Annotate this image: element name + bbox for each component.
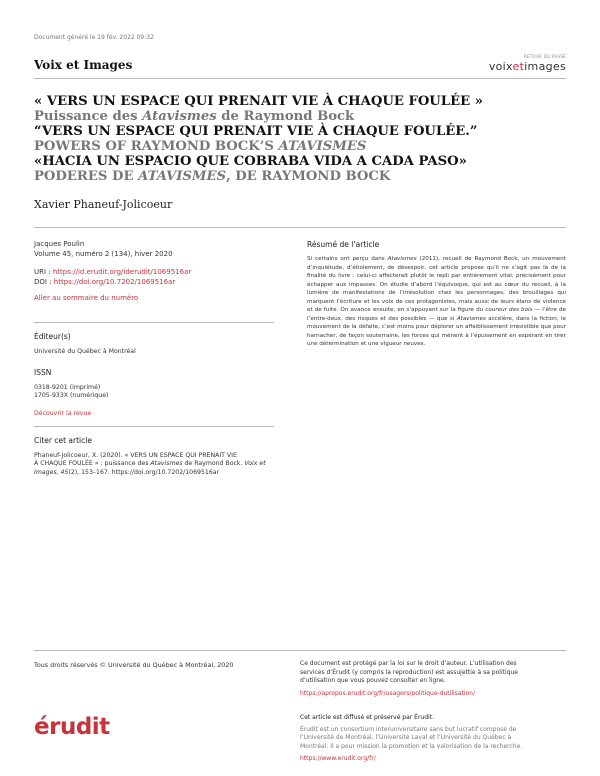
publisher-value: Université du Québec à Montréal bbox=[34, 347, 136, 355]
title-english: “VERS UN ESPACE QUI PRENAIT VIE À CHAQUE FOULÉE.” bbox=[34, 124, 478, 139]
cite-label: Citer cet article bbox=[34, 436, 92, 445]
rights-notice: Tous droits réservés © Université du Québec à Montréal, 2020 bbox=[34, 661, 234, 669]
issn-print: 0318-9201 (imprimé) bbox=[34, 383, 101, 391]
issn-label: ISSN bbox=[34, 368, 52, 378]
article-info bbox=[34, 240, 274, 304]
abstract-section bbox=[307, 240, 566, 349]
citation-text: Phaneuf-Jolicoeur, X. (2020). « VERS UN ESPACE QUI PRENAIT VIE À CHAQUE FOULÉE » : puissance des Atavismes de Raymond Bock. Voix et Images, 45(2), 153–167. https://doi.org/10.7202/1069516ar bbox=[34, 451, 266, 476]
usage-policy-link[interactable]: https://apropos.erudit.org/fr/usagers/politique-dutilisation/ bbox=[300, 689, 475, 697]
erudit-link[interactable]: https://www.erudit.org/fr/ bbox=[300, 755, 376, 762]
author-divider bbox=[34, 227, 566, 228]
discover-journal-link[interactable]: Découvrir la revue bbox=[34, 409, 92, 417]
title-french: « VERS UN ESPACE QUI PRENAIT VIE À CHAQUE FOULÉE » bbox=[34, 94, 484, 109]
issn-digital: 1705-933X (numérique) bbox=[34, 392, 109, 400]
journal-name: Voix et Images bbox=[34, 58, 133, 72]
title-block bbox=[34, 94, 574, 184]
copyright-notice: Ce document est protégé par la loi sur le droit d’auteur. L’utilisation des services d’Érudit (y compris la reproduction) est assujettie à sa politique d’utilisation que vous pouvez consulter en ligne. https://apropos.erudit.org/fr/usagers/politique-dutilisation/ bbox=[300, 660, 518, 697]
title-spanish: «HACIA UN ESPACIO QUE COBRABA VIDA A CADA PASO» bbox=[34, 154, 467, 169]
footer-divider bbox=[34, 650, 566, 651]
author-name: Xavier Phaneuf-Jolicoeur bbox=[34, 198, 173, 211]
journal-logo-tagline: RETOUR DU PASSÉ bbox=[523, 54, 566, 59]
left-divider-2 bbox=[34, 426, 274, 427]
journal-logo-voix: voix bbox=[488, 60, 513, 73]
erudit-logo[interactable]: érudit bbox=[34, 714, 110, 740]
header-divider bbox=[34, 78, 566, 79]
erudit-notice: Cet article est diffusé et préservé par Érudit. Érudit est un consortium interuniversitaire sans but lucratif composé de l’Université de Montréal, l’Université Laval et l’Université du Québec à Montréal. Il a pour mission la promotion et la valorisation de la recherche. https://www.erudit.org/fr/ bbox=[300, 714, 566, 764]
publisher-label: Éditeur(s) bbox=[34, 332, 71, 341]
doi-line: DOI : https://doi.org/10.7202/1069516ar bbox=[34, 277, 176, 286]
subtitle-french: Puissance des Atavismes de Raymond Bock bbox=[34, 109, 355, 124]
abstract-label: Résumé de l’article bbox=[307, 240, 380, 249]
uri-line: URI : https://id.erudit.org/iderudit/1069516ar bbox=[34, 268, 192, 276]
journal-logo-images: images bbox=[524, 60, 566, 73]
left-divider-1 bbox=[34, 322, 274, 323]
diffuse-text: Cet article est diffusé et préservé par Érudit. bbox=[300, 714, 434, 721]
generated-date: Document généré le 19 fév. 2022 09:32 bbox=[34, 34, 154, 41]
issue-number: Volume 45, numéro 2 (134), hiver 2020 bbox=[34, 249, 173, 258]
doi-link[interactable]: https://doi.org/10.7202/1069516ar bbox=[53, 277, 176, 286]
abstract-text: Si certains ont perçu dans Atavismes (2011), recueil de Raymond Bock, un mouvement d’inquiétude, d’étiolement, de désespoir, cet article propose qu’il ne s’agit pas là de la finalité du livre : celui-ci affecterait plutôt le repli par entièrement vital, précisément pour échapper aux impasses. On étudie d’abord l’équivoque, qui est au cœur du recueil, à la lumière de manifestations de l’irrésolution chez les personnages, des brouillages qui marquent l’écriture et les voix de ces protagonistes, mais aussi de leurs élans de violence et de fuite. On avance ensuite, en s’appuyant sur la figure du coureur des bois — l’être de l’entre-deux, des risques et des possibles — que si Atavismes accélère, dans la fiction, le mouvement de la défaite, c’est moins pour déplorer un affaiblissement irrésistible que pour harnacher, de façon souterraine, les forces qui mènent à l’épuisement en espérant en tirer une détermination et une vigueur neuves. bbox=[307, 256, 566, 347]
uri-link[interactable]: https://id.erudit.org/iderudit/1069516ar bbox=[52, 268, 192, 276]
journal-logo-et: et bbox=[512, 60, 525, 73]
issue-editor: Jacques Poulin bbox=[34, 240, 85, 248]
toc-link[interactable]: Aller au sommaire du numéro bbox=[34, 294, 139, 302]
subtitle-english: POWERS OF RAYMOND BOCK’S ATAVISMES bbox=[34, 139, 367, 154]
citation-section bbox=[34, 436, 274, 477]
journal-logo[interactable] bbox=[489, 54, 566, 73]
subtitle-spanish: PODERES DE ATAVISMES, DE RAYMOND BOCK bbox=[34, 169, 391, 184]
publisher-section bbox=[34, 332, 274, 418]
